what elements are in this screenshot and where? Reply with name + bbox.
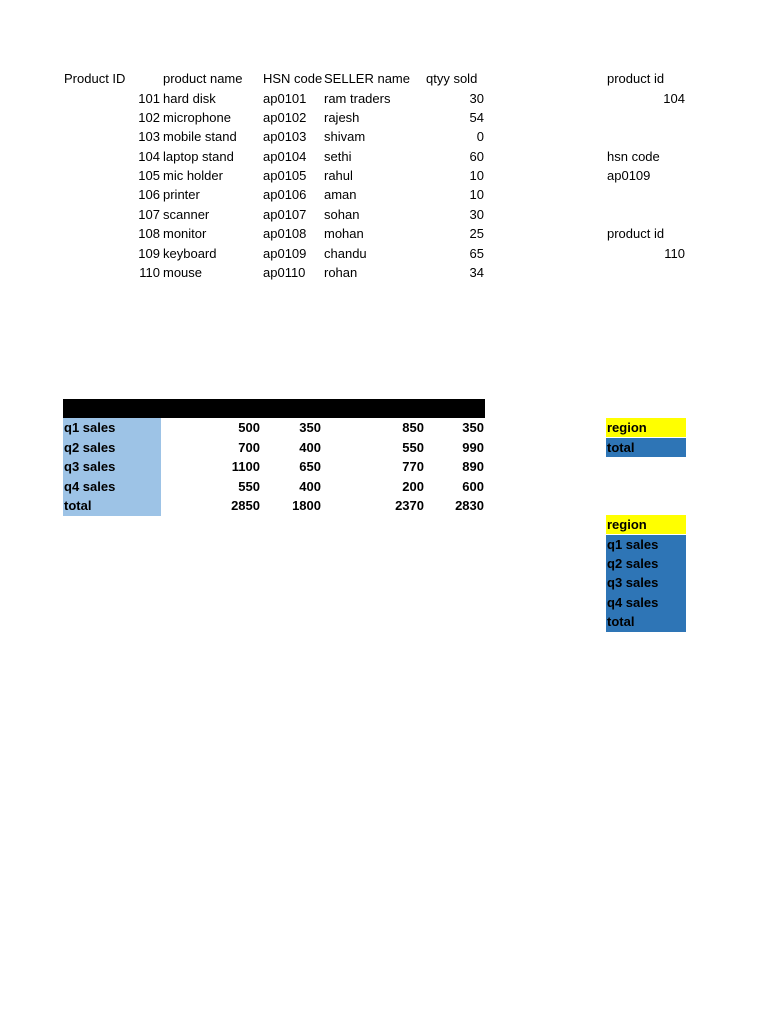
- sales-cell[interactable]: 890: [462, 459, 484, 474]
- cell-product-name[interactable]: mobile stand: [163, 129, 237, 144]
- sales-cell[interactable]: 600: [462, 479, 484, 494]
- header-product-name[interactable]: product name: [163, 71, 243, 86]
- lookup-product-id-label-2[interactable]: product id: [607, 226, 665, 241]
- cell-hsn-code[interactable]: ap0110: [263, 265, 306, 280]
- region-total[interactable]: total: [607, 440, 635, 455]
- sales-total-label[interactable]: total: [64, 498, 92, 513]
- cell-qty-sold[interactable]: 34: [469, 265, 484, 280]
- sales-row-label[interactable]: q3 sales: [64, 459, 116, 474]
- sales-cell[interactable]: 500: [238, 420, 260, 435]
- sales-total-cell[interactable]: 1800: [292, 498, 321, 513]
- cell-hsn-code[interactable]: ap0101: [263, 91, 307, 106]
- cell-seller-name[interactable]: sethi: [324, 149, 352, 164]
- cell-product-id[interactable]: 110: [139, 265, 160, 280]
- cell-product-name[interactable]: keyboard: [163, 246, 217, 261]
- region-header[interactable]: region: [607, 420, 647, 435]
- region-item[interactable]: q2 sales: [607, 556, 659, 571]
- cell-hsn-code[interactable]: ap0108: [263, 226, 307, 241]
- cell-hsn-code[interactable]: ap0105: [263, 168, 307, 183]
- lookup-product-id-value-2[interactable]: 110: [664, 246, 685, 261]
- header-hsn-code[interactable]: HSN code: [263, 71, 323, 86]
- sales-row-label[interactable]: q1 sales: [64, 420, 116, 435]
- sales-cell[interactable]: 1100: [231, 459, 260, 474]
- cell-qty-sold[interactable]: 60: [469, 149, 484, 164]
- sales-cell[interactable]: 990: [462, 440, 484, 455]
- cell-product-id[interactable]: 103: [138, 129, 160, 144]
- cell-product-name[interactable]: scanner: [163, 207, 210, 222]
- cell-seller-name[interactable]: mohan: [324, 226, 364, 241]
- sales-cell[interactable]: 700: [238, 440, 260, 455]
- sales-cell[interactable]: 550: [238, 479, 260, 494]
- region-item[interactable]: q1 sales: [607, 537, 659, 552]
- lookup-product-id-value[interactable]: 104: [663, 91, 685, 106]
- cell-hsn-code[interactable]: ap0103: [263, 129, 307, 144]
- cell-hsn-code[interactable]: ap0106: [263, 187, 307, 202]
- cell-seller-name[interactable]: shivam: [324, 129, 366, 144]
- cell-seller-name[interactable]: chandu: [324, 246, 367, 261]
- cell-product-id[interactable]: 104: [138, 149, 160, 164]
- cell-qty-sold[interactable]: 25: [469, 226, 484, 241]
- sales-cell[interactable]: 400: [299, 479, 321, 494]
- header-seller-name[interactable]: SELLER name: [324, 71, 410, 86]
- cell-seller-name[interactable]: sohan: [324, 207, 360, 222]
- cell-product-name[interactable]: laptop stand: [163, 149, 234, 164]
- cell-product-id[interactable]: 102: [138, 110, 160, 125]
- sales-total-cell[interactable]: 2830: [455, 498, 484, 513]
- region-header[interactable]: region: [607, 517, 647, 532]
- cell-product-id[interactable]: 108: [138, 226, 160, 241]
- cell-product-name[interactable]: mouse: [163, 265, 203, 280]
- sales-cell[interactable]: 850: [402, 420, 424, 435]
- cell-seller-name[interactable]: rohan: [324, 265, 358, 280]
- sales-header-bar[interactable]: [63, 399, 485, 418]
- cell-qty-sold[interactable]: 10: [469, 187, 484, 202]
- cell-seller-name[interactable]: aman: [324, 187, 357, 202]
- cell-product-name[interactable]: microphone: [163, 110, 231, 125]
- cell-seller-name[interactable]: rajesh: [324, 110, 360, 125]
- cell-product-name[interactable]: monitor: [163, 226, 207, 241]
- sales-cell[interactable]: 200: [402, 479, 424, 494]
- sales-cell[interactable]: 770: [402, 459, 424, 474]
- cell-qty-sold[interactable]: 54: [469, 110, 484, 125]
- cell-qty-sold[interactable]: 30: [469, 207, 484, 222]
- lookup-hsn-code-label[interactable]: hsn code: [607, 149, 660, 164]
- cell-product-id[interactable]: 109: [138, 246, 160, 261]
- sales-row-label[interactable]: q2 sales: [64, 440, 116, 455]
- cell-product-name[interactable]: printer: [163, 187, 200, 202]
- cell-product-id[interactable]: 106: [138, 187, 160, 202]
- cell-product-id[interactable]: 101: [138, 91, 160, 106]
- cell-product-name[interactable]: mic holder: [163, 168, 223, 183]
- cell-qty-sold[interactable]: 10: [469, 168, 484, 183]
- sales-total-cell[interactable]: 2850: [231, 498, 260, 513]
- cell-product-id[interactable]: 105: [138, 168, 160, 183]
- region-item[interactable]: total: [607, 614, 635, 629]
- cell-hsn-code[interactable]: ap0102: [263, 110, 307, 125]
- cell-qty-sold[interactable]: 30: [469, 91, 484, 106]
- region-item[interactable]: q4 sales: [607, 595, 659, 610]
- cell-seller-name[interactable]: rahul: [324, 168, 353, 183]
- cell-product-id[interactable]: 107: [138, 207, 160, 222]
- cell-hsn-code[interactable]: ap0104: [263, 149, 307, 164]
- sales-row-label[interactable]: q4 sales: [64, 479, 116, 494]
- cell-product-name[interactable]: hard disk: [163, 91, 216, 106]
- cell-qty-sold[interactable]: 65: [469, 246, 484, 261]
- cell-qty-sold[interactable]: 0: [476, 129, 484, 144]
- sales-cell[interactable]: 400: [299, 440, 321, 455]
- lookup-hsn-code-value[interactable]: ap0109: [607, 168, 651, 183]
- cell-hsn-code[interactable]: ap0109: [263, 246, 307, 261]
- cell-seller-name[interactable]: ram traders: [324, 91, 391, 106]
- cell-hsn-code[interactable]: ap0107: [263, 207, 307, 222]
- header-qty-sold[interactable]: qtyy sold: [426, 71, 478, 86]
- lookup-product-id-label[interactable]: product id: [607, 71, 665, 86]
- header-product-id[interactable]: Product ID: [64, 71, 126, 86]
- sales-cell[interactable]: 650: [299, 459, 321, 474]
- sales-cell[interactable]: 350: [462, 420, 484, 435]
- sales-cell[interactable]: 550: [402, 440, 424, 455]
- sales-cell[interactable]: 350: [299, 420, 321, 435]
- region-item[interactable]: q3 sales: [607, 575, 659, 590]
- sales-total-cell[interactable]: 2370: [395, 498, 424, 513]
